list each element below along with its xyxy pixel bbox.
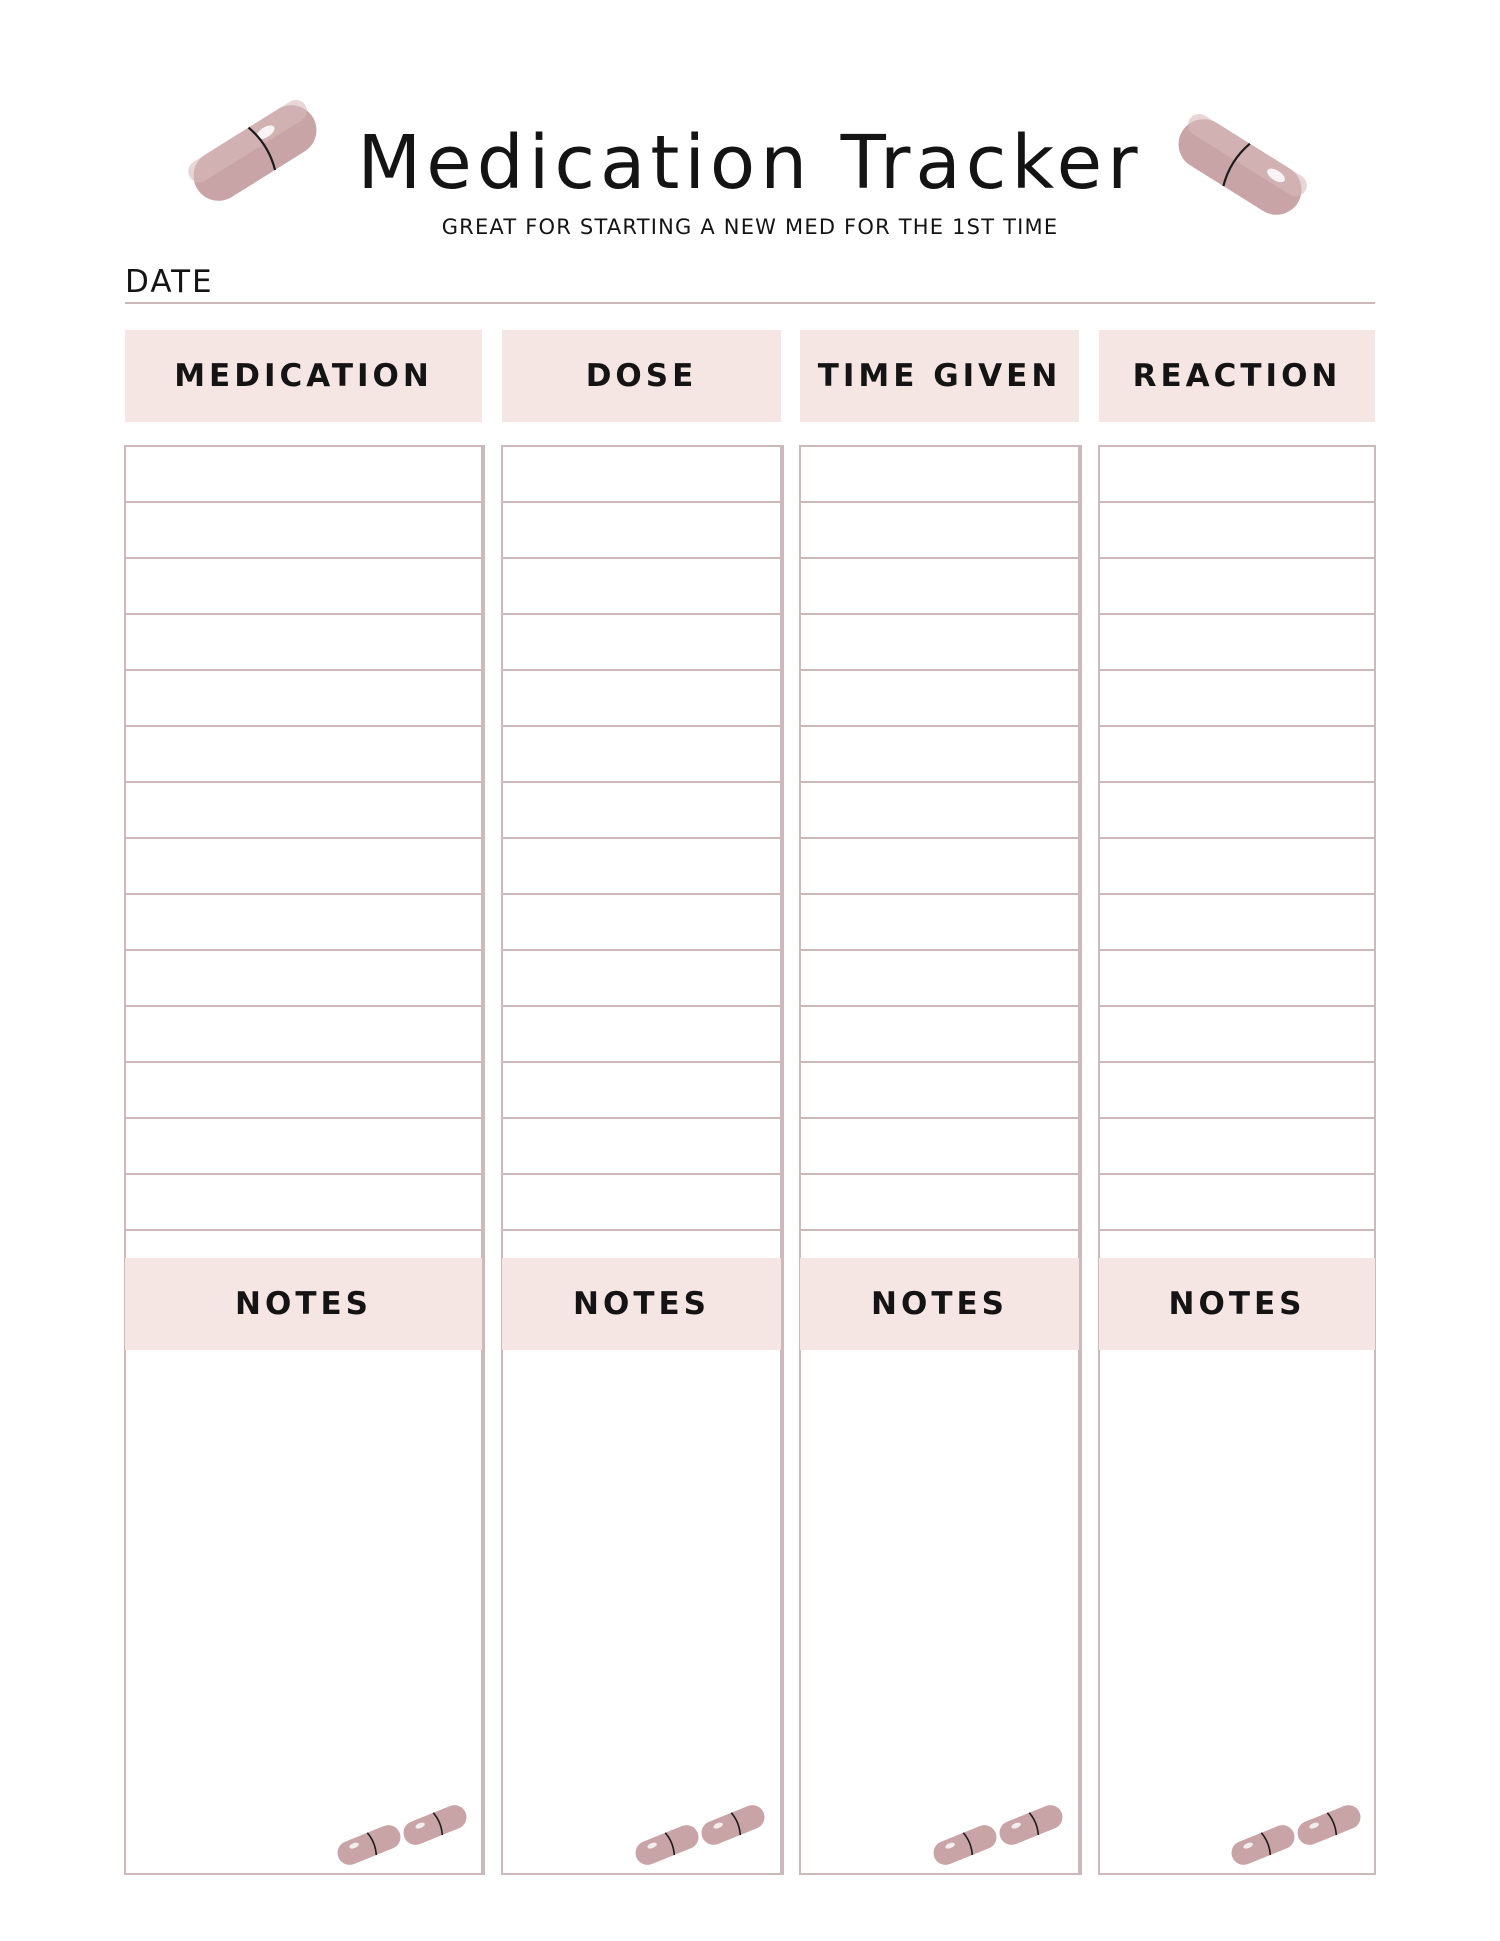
notes-header-reaction: NOTES: [1099, 1258, 1375, 1350]
entry-row-line: [124, 893, 483, 895]
entry-row-line: [1098, 501, 1376, 503]
notes-header-time-given: NOTES: [800, 1258, 1079, 1350]
entry-row-line: [799, 501, 1080, 503]
entry-row-line: [124, 501, 483, 503]
entry-row-line: [124, 781, 483, 783]
entry-row-line: [1098, 1229, 1376, 1231]
entry-row-line: [124, 1229, 483, 1231]
entry-row-line: [1098, 949, 1376, 951]
entry-row-line: [124, 949, 483, 951]
entry-row-line: [799, 949, 1080, 951]
entry-row-line: [799, 1117, 1080, 1119]
notes-area-dose[interactable]: [503, 1352, 780, 1872]
capsule-pill-icon: [180, 98, 330, 208]
entry-row-line: [124, 837, 483, 839]
entry-row-line: [501, 1005, 782, 1007]
entry-row-line: [124, 1117, 483, 1119]
entry-row-line: [1098, 1005, 1376, 1007]
entry-row-line: [501, 1117, 782, 1119]
column-gap-line: [483, 445, 485, 1875]
entry-row-line: [1098, 669, 1376, 671]
entry-row-line: [1098, 1173, 1376, 1175]
column-header-dose: DOSE: [502, 330, 781, 422]
entry-row-line: [799, 1173, 1080, 1175]
entry-row-line: [799, 613, 1080, 615]
capsule-pill-icon: [633, 1795, 768, 1875]
entry-row-line: [501, 1173, 782, 1175]
entry-row-line: [124, 1061, 483, 1063]
entry-row-line: [501, 669, 782, 671]
entry-row-line: [501, 557, 782, 559]
entry-row-line: [124, 613, 483, 615]
entry-row-line: [1098, 837, 1376, 839]
entry-row-line: [799, 893, 1080, 895]
entry-row-line: [799, 725, 1080, 727]
column-header-time-given: TIME GIVEN: [800, 330, 1079, 422]
entry-row-line: [124, 725, 483, 727]
entry-row-line: [124, 1005, 483, 1007]
entry-row-line: [1098, 557, 1376, 559]
entry-row-line: [501, 501, 782, 503]
entry-row-line: [799, 557, 1080, 559]
entry-row-line: [501, 837, 782, 839]
capsule-pill-icon: [1229, 1795, 1364, 1875]
capsule-pill-icon: [1165, 112, 1315, 222]
entry-row-line: [799, 781, 1080, 783]
date-label: DATE: [125, 264, 214, 300]
entry-row-line: [501, 893, 782, 895]
entry-row-line: [1098, 893, 1376, 895]
entry-row-line: [799, 1005, 1080, 1007]
page-subtitle: GREAT FOR STARTING A NEW MED FOR THE 1ST TIME: [441, 215, 1059, 239]
notes-area-reaction[interactable]: [1100, 1352, 1374, 1872]
notes-header-dose: NOTES: [502, 1258, 781, 1350]
column-header-reaction: REACTION: [1099, 330, 1375, 422]
entry-row-line: [501, 613, 782, 615]
entry-row-line: [799, 1229, 1080, 1231]
page-title: Medication Tracker: [357, 120, 1143, 206]
entry-row-line: [124, 557, 483, 559]
entry-row-line: [501, 1061, 782, 1063]
notes-area-time-given[interactable]: [801, 1352, 1078, 1872]
capsule-pill-icon: [335, 1795, 470, 1875]
entry-row-line: [501, 1229, 782, 1231]
entry-row-line: [799, 669, 1080, 671]
column-header-medication: MEDICATION: [125, 330, 482, 422]
entry-row-line: [1098, 781, 1376, 783]
entry-row-line: [1098, 613, 1376, 615]
date-field[interactable]: [125, 302, 1375, 304]
entry-row-line: [124, 1173, 483, 1175]
column-gap-line: [782, 445, 784, 1875]
entry-row-line: [501, 781, 782, 783]
notes-area-medication[interactable]: [126, 1352, 481, 1872]
notes-header-medication: NOTES: [125, 1258, 482, 1350]
column-gap-line: [1080, 445, 1082, 1875]
entry-row-line: [124, 669, 483, 671]
entry-row-line: [501, 725, 782, 727]
capsule-pill-icon: [931, 1795, 1066, 1875]
entry-row-line: [799, 837, 1080, 839]
entry-row-line: [1098, 1061, 1376, 1063]
entry-row-line: [1098, 725, 1376, 727]
entry-row-line: [501, 949, 782, 951]
entry-row-line: [1098, 1117, 1376, 1119]
entry-row-line: [799, 1061, 1080, 1063]
